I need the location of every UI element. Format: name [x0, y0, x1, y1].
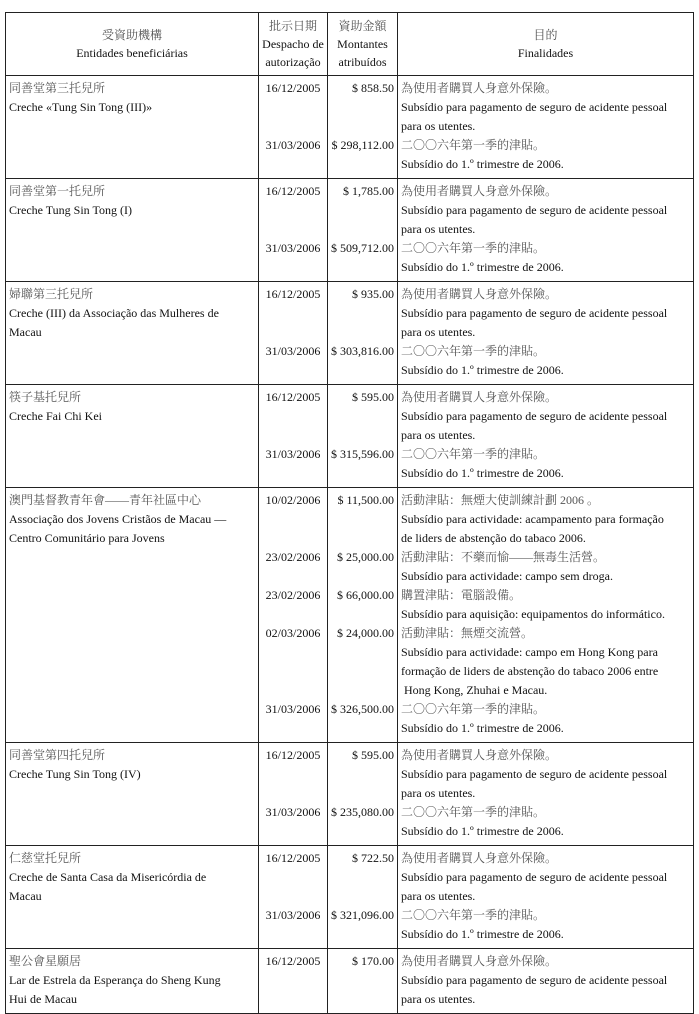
purpose-line: 為使用者購買人身意外保險。: [401, 390, 558, 404]
header-zh: 目的: [533, 28, 558, 42]
org-cell: [6, 743, 259, 846]
date-cell: [259, 743, 328, 846]
entry-date: [259, 548, 327, 586]
header-pt: atribuídos: [338, 55, 387, 69]
entry-amount: [328, 182, 394, 239]
table-row: [6, 179, 694, 282]
entry-date: [259, 79, 327, 136]
entry-amount: [328, 586, 394, 624]
purpose-line: Subsídio do 1.º trimestre de 2006.: [401, 721, 564, 735]
entry-date: [259, 746, 327, 803]
org-name-zh: 同善堂第一托兒所: [9, 184, 106, 198]
entry-date: [259, 342, 327, 380]
org-name-pt: Lar de Estrela da Esperança do Sheng Kung: [9, 973, 221, 987]
entry-amount: [328, 388, 394, 445]
purpose-line: para os utentes.: [401, 325, 476, 339]
purpose-cell: [398, 282, 694, 385]
purpose-line: 為使用者購買人身意外保險。: [401, 748, 558, 762]
purpose-line: para os utentes.: [401, 428, 476, 442]
entry-amount: [328, 285, 394, 342]
entry-amount: [328, 136, 394, 174]
entry-amount: [328, 491, 394, 548]
purpose-line: 二〇〇六年第一季的津貼。: [401, 241, 546, 255]
table-body: [6, 76, 694, 1014]
purpose-line: Subsídio para pagamento de seguro de acidente pessoal: [401, 100, 668, 114]
purpose-line: Subsídio do 1.º trimestre de 2006.: [401, 157, 564, 171]
amount-text: $ 722.50: [352, 851, 394, 865]
org-name-pt: Associação dos Jovens Cristãos de Macau —: [9, 512, 227, 526]
amount-cell: [328, 488, 398, 743]
table-row: [6, 282, 694, 385]
org-name-zh: 聖公會星願居: [9, 954, 82, 968]
date-text: 16/12/2005: [265, 954, 321, 968]
entry-amount: [328, 79, 394, 136]
header-amount: [328, 13, 398, 76]
header-date: [259, 13, 328, 76]
purpose-line: para os utentes.: [401, 889, 476, 903]
entry-amount: [328, 548, 394, 586]
purpose-line: 活動津貼：不藥而愉——無毒生活營。: [401, 550, 606, 564]
purpose-line: Subsídio do 1.º trimestre de 2006.: [401, 260, 564, 274]
table-row: [6, 949, 694, 1014]
header-pt: autorização: [265, 55, 321, 69]
date-text: 16/12/2005: [265, 287, 321, 301]
purpose-line: Subsídio para aquisição: equipamentos do informático.: [401, 607, 665, 621]
purpose-line: 為使用者購買人身意外保險。: [401, 184, 558, 198]
date-text: 31/03/2006: [265, 805, 321, 819]
org-cell: [6, 179, 259, 282]
org-name-zh: 同善堂第四托兒所: [9, 748, 106, 762]
entry-date: [259, 624, 327, 700]
entry-amount: [328, 803, 394, 841]
amount-text: $ 321,096.00: [331, 908, 394, 922]
purpose-line: 二〇〇六年第一季的津貼。: [401, 138, 546, 152]
date-text: 31/03/2006: [265, 702, 321, 716]
date-text: 23/02/2006: [265, 588, 321, 602]
amount-text: $ 326,500.00: [331, 702, 394, 716]
purpose-line: Subsídio do 1.º trimestre de 2006.: [401, 824, 564, 838]
org-name-zh: 仁慈堂托兒所: [9, 851, 82, 865]
header-zh: 資助金額: [338, 19, 387, 33]
entry-date: [259, 388, 327, 445]
amount-text: $ 298,112.00: [331, 138, 394, 152]
purpose-line: Subsídio para actividade: campo em Hong Kong para: [401, 645, 658, 659]
entry-date: [259, 136, 327, 174]
amount-cell: [328, 282, 398, 385]
header-entities: [6, 13, 259, 76]
purpose-line: Subsídio do 1.º trimestre de 2006.: [401, 927, 564, 941]
purpose-cell: [398, 743, 694, 846]
purpose-cell: [398, 179, 694, 282]
date-text: 10/02/2006: [265, 493, 321, 507]
table-header: [6, 13, 694, 76]
entry-date: [259, 285, 327, 342]
purpose-line: de liders de abstenção do tabaco 2006.: [401, 531, 586, 545]
purpose-line: 為使用者購買人身意外保險。: [401, 81, 558, 95]
purpose-line: Subsídio para pagamento de seguro de acidente pessoal: [401, 203, 668, 217]
amount-text: $ 595.00: [352, 748, 394, 762]
purpose-line: Hong Kong, Zhuhai e Macau.: [401, 683, 548, 697]
purpose-line: Subsídio para pagamento de seguro de acidente pessoal: [401, 409, 668, 423]
entry-date: [259, 700, 327, 738]
org-cell: [6, 949, 259, 1014]
amount-text: $ 1,785.00: [343, 184, 394, 198]
table-row: [6, 76, 694, 179]
amount-cell: [328, 385, 398, 488]
purpose-line: para os utentes.: [401, 786, 476, 800]
header-pt: Finalidades: [517, 46, 574, 60]
org-cell: [6, 385, 259, 488]
amount-text: $ 935.00: [352, 287, 394, 301]
entry-amount: [328, 239, 394, 277]
purpose-line: 二〇〇六年第一季的津貼。: [401, 344, 546, 358]
purpose-line: 二〇〇六年第一季的津貼。: [401, 702, 546, 716]
date-text: 31/03/2006: [265, 241, 321, 255]
header-zh: 受資助機構: [101, 28, 162, 42]
amount-text: $ 858.50: [352, 81, 394, 95]
purpose-line: Subsídio para pagamento de seguro de acidente pessoal: [401, 870, 668, 884]
date-text: 16/12/2005: [265, 748, 321, 762]
purpose-line: 二〇〇六年第一季的津貼。: [401, 447, 546, 461]
org-cell: [6, 76, 259, 179]
table-row: [6, 385, 694, 488]
purpose-line: Subsídio para actividade: acampamento para formação: [401, 512, 664, 526]
org-name-pt: Centro Comunitário para Jovens: [9, 531, 165, 545]
purpose-line: Subsídio para pagamento de seguro de acidente pessoal: [401, 973, 668, 987]
org-name-pt: Creche (III) da Associação das Mulheres de: [9, 306, 219, 320]
date-text: 31/03/2006: [265, 908, 321, 922]
amount-cell: [328, 76, 398, 179]
entry-amount: [328, 906, 394, 944]
org-name-pt: Macau: [9, 325, 42, 339]
date-text: 31/03/2006: [265, 138, 321, 152]
amount-cell: [328, 179, 398, 282]
purpose-line: 購置津貼：電腦設備。: [401, 588, 522, 602]
amount-cell: [328, 743, 398, 846]
header-pt: Despacho de: [262, 37, 324, 51]
entry-date: [259, 952, 327, 1009]
purpose-line: 活動津貼：無煙交流營。: [401, 626, 534, 640]
org-name-pt: Creche de Santa Casa da Misericórdia de: [9, 870, 207, 884]
date-text: 16/12/2005: [265, 184, 321, 198]
amount-text: $ 170.00: [352, 954, 394, 968]
purpose-line: Subsídio para pagamento de seguro de acidente pessoal: [401, 767, 668, 781]
date-text: 16/12/2005: [265, 851, 321, 865]
purpose-line: 二〇〇六年第一季的津貼。: [401, 805, 546, 819]
entry-date: [259, 586, 327, 624]
amount-text: $ 11,500.00: [337, 493, 394, 507]
org-name-pt: Creche Tung Sin Tong (IV): [9, 767, 141, 781]
date-cell: [259, 488, 328, 743]
date-text: 23/02/2006: [265, 550, 321, 564]
subsidy-table: [5, 12, 694, 1014]
amount-text: $ 25,000.00: [337, 550, 394, 564]
table-row: [6, 488, 694, 743]
purpose-cell: [398, 385, 694, 488]
amount-text: $ 303,816.00: [331, 344, 394, 358]
amount-text: $ 595.00: [352, 390, 394, 404]
date-cell: [259, 949, 328, 1014]
purpose-line: 二〇〇六年第一季的津貼。: [401, 908, 546, 922]
amount-cell: [328, 846, 398, 949]
date-text: 16/12/2005: [265, 390, 321, 404]
header-pt: Entidades beneficiárias: [76, 46, 188, 60]
entry-date: [259, 445, 327, 483]
purpose-line: formação de liders de abstenção do tabaco 2006 entre: [401, 664, 659, 678]
entry-date: [259, 239, 327, 277]
purpose-cell: [398, 846, 694, 949]
org-cell: [6, 846, 259, 949]
entry-amount: [328, 624, 394, 700]
entry-amount: [328, 445, 394, 483]
date-cell: [259, 282, 328, 385]
org-name-pt: Creche Fai Chi Kei: [9, 409, 102, 423]
purpose-cell: [398, 949, 694, 1014]
purpose-line: Subsídio para pagamento de seguro de acidente pessoal: [401, 306, 668, 320]
purpose-line: 為使用者購買人身意外保險。: [401, 851, 558, 865]
purpose-line: para os utentes.: [401, 222, 476, 236]
org-name-zh: 筷子基托兒所: [9, 390, 82, 404]
org-name-zh: 同善堂第三托兒所: [9, 81, 106, 95]
purpose-line: 活動津貼：無煙大使訓練計劃 2006 。: [401, 493, 600, 507]
date-cell: [259, 385, 328, 488]
amount-cell: [328, 949, 398, 1014]
entry-date: [259, 491, 327, 548]
amount-text: $ 24,000.00: [337, 626, 394, 640]
entry-amount: [328, 952, 394, 1009]
date-cell: [259, 76, 328, 179]
amount-text: $ 315,596.00: [331, 447, 394, 461]
date-text: 02/03/2006: [265, 626, 321, 640]
org-cell: [6, 282, 259, 385]
org-name-zh: 婦聯第三托兒所: [9, 287, 94, 301]
purpose-line: para os utentes.: [401, 119, 476, 133]
entry-amount: [328, 342, 394, 380]
entry-date: [259, 849, 327, 906]
entry-date: [259, 182, 327, 239]
entry-amount: [328, 700, 394, 738]
date-cell: [259, 179, 328, 282]
org-name-pt: Creche Tung Sin Tong (I): [9, 203, 132, 217]
date-text: 31/03/2006: [265, 447, 321, 461]
purpose-cell: [398, 488, 694, 743]
header-zh: 批示日期: [268, 19, 317, 33]
org-name-pt: Hui de Macau: [9, 992, 77, 1006]
table-row: [6, 846, 694, 949]
entry-date: [259, 803, 327, 841]
header-purpose: [398, 13, 694, 76]
purpose-line: Subsídio para actividade: campo sem droga.: [401, 569, 613, 583]
entry-amount: [328, 849, 394, 906]
purpose-line: 為使用者購買人身意外保險。: [401, 954, 558, 968]
purpose-line: Subsídio do 1.º trimestre de 2006.: [401, 363, 564, 377]
header-pt: Montantes: [337, 37, 388, 51]
date-text: 31/03/2006: [265, 344, 321, 358]
purpose-line: Subsídio do 1.º trimestre de 2006.: [401, 466, 564, 480]
amount-text: $ 66,000.00: [337, 588, 394, 602]
org-name-zh: 澳門基督教青年會——青年社區中心: [9, 493, 202, 507]
org-name-pt: Creche «Tung Sin Tong (III)»: [9, 100, 153, 114]
purpose-line: para os utentes.: [401, 992, 476, 1006]
amount-text: $ 509,712.00: [331, 241, 394, 255]
amount-text: $ 235,080.00: [331, 805, 394, 819]
entry-date: [259, 906, 327, 944]
date-cell: [259, 846, 328, 949]
date-text: 16/12/2005: [265, 81, 321, 95]
purpose-line: 為使用者購買人身意外保險。: [401, 287, 558, 301]
org-name-pt: Macau: [9, 889, 42, 903]
entry-amount: [328, 746, 394, 803]
org-cell: [6, 488, 259, 743]
table-row: [6, 743, 694, 846]
purpose-cell: [398, 76, 694, 179]
